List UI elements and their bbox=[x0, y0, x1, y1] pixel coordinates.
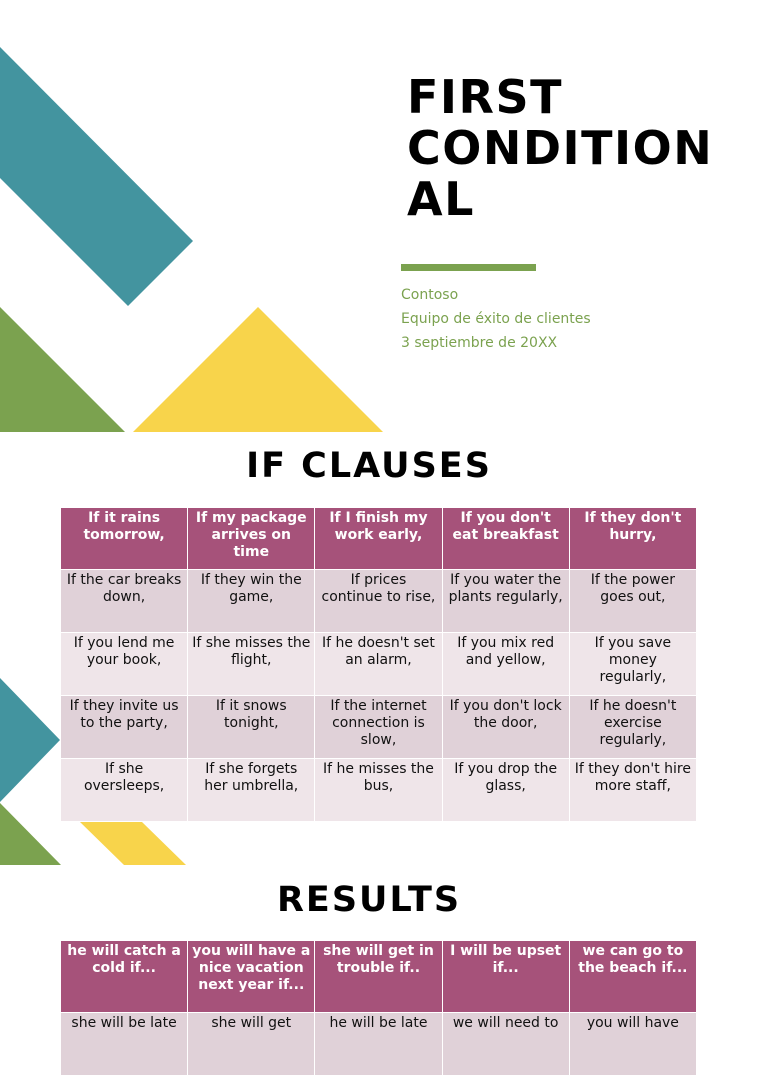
table-cell: If you save money regularly, bbox=[569, 633, 696, 696]
if-clauses-table bbox=[60, 507, 697, 822]
subtitle-block bbox=[401, 283, 591, 355]
table-cell: If you mix red and yellow, bbox=[442, 633, 569, 696]
decorative-shapes-top bbox=[0, 0, 400, 440]
table-header-row bbox=[61, 508, 697, 570]
table-header-cell: If I finish my work early, bbox=[315, 508, 442, 570]
teal-diagonal-band bbox=[0, 47, 193, 306]
table-header-cell: If you don't eat breakfast bbox=[442, 508, 569, 570]
green-triangle bbox=[0, 307, 125, 432]
green-triangle-small bbox=[0, 803, 61, 865]
table-cell: If they win the game, bbox=[188, 570, 315, 633]
yellow-band-small bbox=[80, 822, 186, 865]
yellow-triangle bbox=[133, 307, 383, 432]
table-header-cell: If my package arrives on time bbox=[188, 508, 315, 570]
table-cell: If the internet connection is slow, bbox=[315, 696, 442, 759]
table-cell: we will need to bbox=[442, 1013, 569, 1076]
table-cell: If prices continue to rise, bbox=[315, 570, 442, 633]
table-cell: If they don't hire more staff, bbox=[569, 759, 696, 822]
accent-divider bbox=[401, 264, 536, 271]
teal-triangle-small bbox=[0, 678, 60, 802]
table-cell: If she misses the flight, bbox=[188, 633, 315, 696]
table-row bbox=[61, 570, 697, 633]
table-cell: she will get bbox=[188, 1013, 315, 1076]
table-row bbox=[61, 696, 697, 759]
table-row bbox=[61, 759, 697, 822]
table-cell: If you drop the glass, bbox=[442, 759, 569, 822]
results-heading: RESULTS bbox=[276, 880, 462, 920]
table-cell: If it snows tonight, bbox=[188, 696, 315, 759]
table-header-cell: she will get in trouble if.. bbox=[315, 941, 442, 1013]
if-clauses-heading: IF CLAUSES bbox=[246, 446, 492, 486]
table-cell: If the power goes out, bbox=[569, 570, 696, 633]
table-row bbox=[61, 1013, 697, 1076]
table-row bbox=[61, 633, 697, 696]
table-cell: If the car breaks down, bbox=[61, 570, 188, 633]
date-text: 3 septiembre de 20XX bbox=[401, 335, 558, 351]
table-header-cell: I will be upset if... bbox=[442, 941, 569, 1013]
table-cell: If he doesn't exercise regularly, bbox=[569, 696, 696, 759]
team-name: Equipo de éxito de clientes bbox=[401, 311, 591, 327]
table-cell: he will be late bbox=[315, 1013, 442, 1076]
table-header-cell: you will have a nice vacation next year if... bbox=[188, 941, 315, 1013]
table-header-cell: he will catch a cold if... bbox=[61, 941, 188, 1013]
table-header-cell: If it rains tomorrow, bbox=[61, 508, 188, 570]
table-cell: If she forgets her umbrella, bbox=[188, 759, 315, 822]
table-cell: If he doesn't set an alarm, bbox=[315, 633, 442, 696]
table-cell: she will be late bbox=[61, 1013, 188, 1076]
table-cell: If you don't lock the door, bbox=[442, 696, 569, 759]
table-header-row bbox=[61, 941, 697, 1013]
table-cell: If he misses the bus, bbox=[315, 759, 442, 822]
company-name: Contoso bbox=[401, 287, 459, 303]
table-cell: If they invite us to the party, bbox=[61, 696, 188, 759]
table-cell: you will have bbox=[569, 1013, 696, 1076]
table-cell: If she oversleeps, bbox=[61, 759, 188, 822]
page-title: FIRST CONDITION AL bbox=[407, 70, 714, 226]
table-header-cell: If they don't hurry, bbox=[569, 508, 696, 570]
table-header-cell: we can go to the beach if... bbox=[569, 941, 696, 1013]
results-table bbox=[60, 940, 697, 1076]
table-cell: If you water the plants regularly, bbox=[442, 570, 569, 633]
table-cell: If you lend me your book, bbox=[61, 633, 188, 696]
